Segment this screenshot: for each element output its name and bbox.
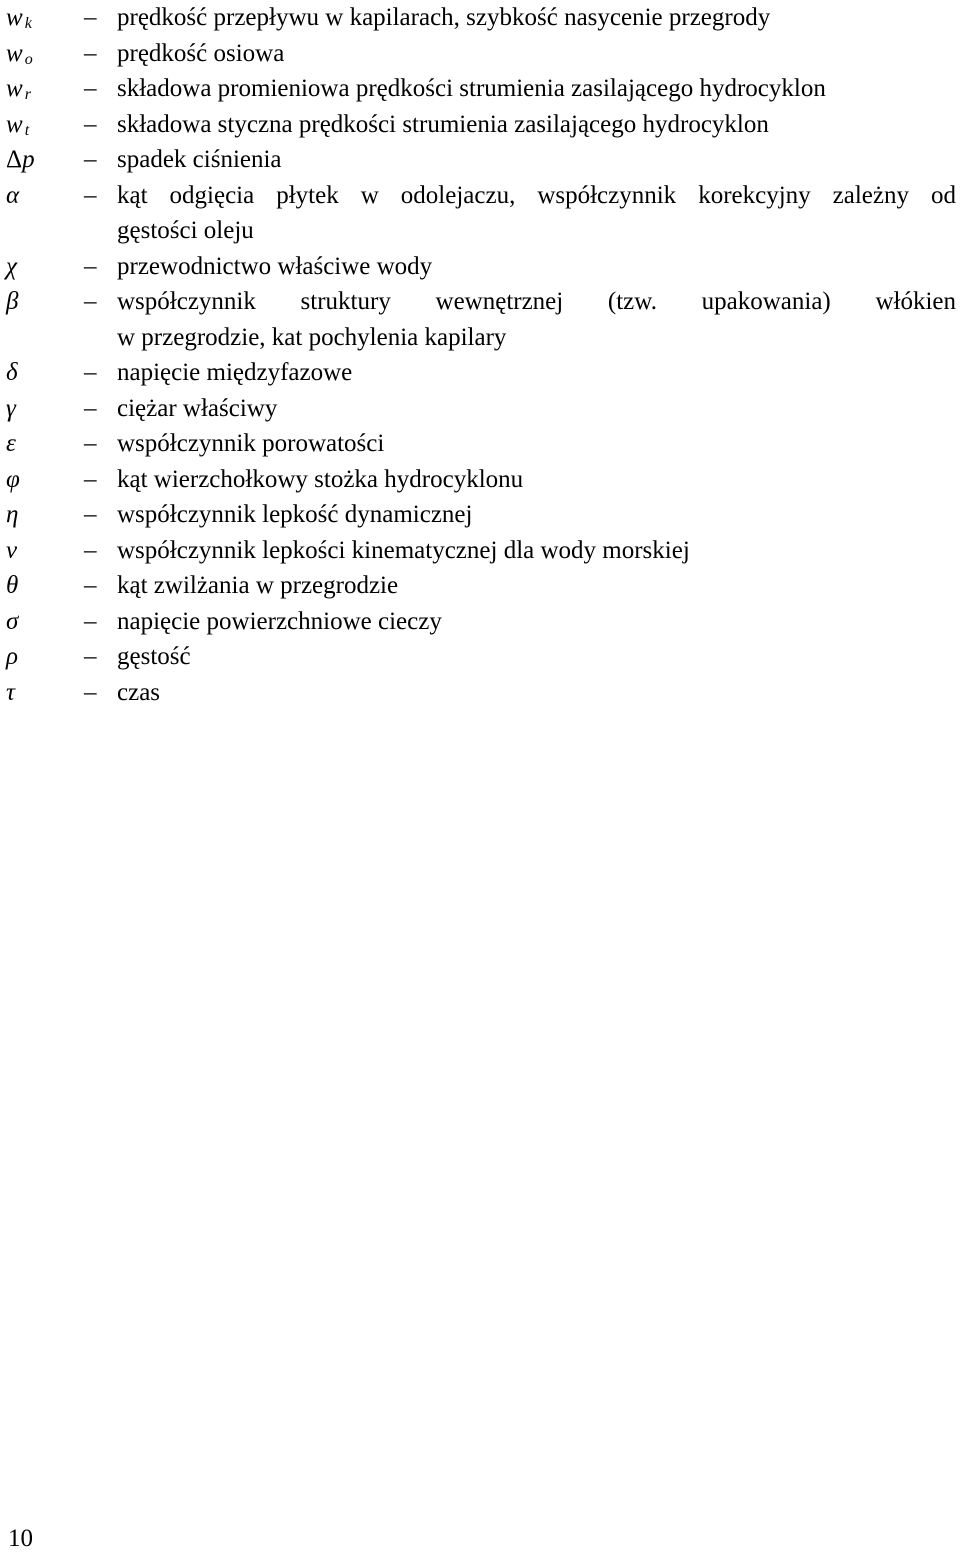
dash: – [84, 39, 97, 67]
symbol-rho: ρ [6, 643, 18, 670]
symbol-w-o: w $_o$ [6, 39, 33, 68]
dash: – [84, 607, 97, 635]
notation-row-delta-p [6, 142, 956, 178]
description-tau: czas [117, 678, 161, 706]
dash: – [84, 288, 97, 315]
dash: – [84, 4, 97, 31]
description-chi: przewodnictwo właściwe wody [117, 252, 433, 280]
symbol-delta-p: Δp [6, 146, 35, 173]
description-delta: napięcie międzyfazowe [117, 359, 353, 386]
description-theta: kąt zwilżania w przegrodzie [117, 572, 399, 599]
description-epsilon: współczynnik porowatości [117, 430, 385, 457]
dash: – [84, 252, 97, 280]
dash: – [84, 536, 97, 564]
description-beta [117, 284, 956, 355]
notation-row-w-o [6, 36, 956, 72]
dash: – [84, 146, 97, 173]
description-eta: współczynnik lepkość dynamicznej [117, 501, 473, 528]
notation-row-alpha [6, 178, 956, 249]
description-w-k: prędkość przepływu w kapilarach, szybkość nasycenie przegrody [117, 4, 771, 31]
notation-row-w-k [6, 0, 956, 36]
notation-row-phi [6, 462, 956, 498]
notation-row-w-t [6, 107, 956, 143]
dash: – [84, 430, 97, 457]
notation-row-tau [6, 675, 956, 711]
symbol-phi: φ [6, 465, 20, 493]
dash: – [84, 465, 97, 493]
description-alpha [117, 178, 956, 249]
description-rho: gęstość [117, 643, 191, 670]
notation-row-theta [6, 568, 956, 604]
symbol-eta: η [6, 501, 19, 528]
dash: – [84, 501, 97, 528]
description-alpha-line-2: gęstości oleju [117, 217, 254, 244]
dash: – [84, 394, 97, 422]
description-w-t: składowa styczna prędkości strumienia zasilającego hydrocyklon [117, 110, 769, 138]
dash: – [84, 359, 97, 386]
symbol-theta: θ [6, 572, 19, 599]
symbol-beta: β [6, 288, 19, 315]
notation-row-w-r [6, 71, 956, 107]
notation-row-chi [6, 249, 956, 285]
symbol-tau: τ [6, 678, 15, 706]
symbol-w-k: w $_k$ [6, 4, 32, 32]
symbol-gamma: γ [6, 394, 16, 422]
symbol-nu: ν [6, 536, 18, 564]
symbol-delta: δ [6, 359, 18, 386]
dash: – [84, 110, 97, 138]
notation-row-rho [6, 639, 956, 675]
dash: – [84, 678, 97, 706]
dash: – [84, 572, 97, 599]
symbol-chi: χ [6, 252, 17, 280]
description-nu: współczynnik lepkości kinematycznej dla wody morskiej [117, 536, 690, 564]
description-sigma: napięcie powierzchniowe cieczy [117, 607, 442, 635]
description-phi: kąt wierzchołkowy stożka hydrocyklonu [117, 465, 524, 493]
page-number: 10 [8, 1525, 33, 1552]
description-w-o: prędkość osiowa [117, 39, 285, 67]
symbol-w-t: w $_t$ [6, 110, 30, 139]
description-alpha-line-1: kąt odgięcia płytek w odolejaczu, współczynnik korekcyjny zależny od [117, 181, 956, 209]
notation-row-sigma [6, 604, 956, 640]
description-gamma: ciężar właściwy [117, 394, 278, 422]
notation-row-delta [6, 355, 956, 391]
symbol-epsilon: ε [6, 430, 16, 457]
symbol-w-r: w $_r$ [6, 75, 31, 103]
description-w-r: składowa promieniowa prędkości strumienia zasilającego hydrocyklon [117, 75, 826, 102]
description-beta-line-2: w przegrodzie, kat pochylenia kapilary [117, 323, 507, 351]
dash: – [84, 75, 97, 102]
dash: – [84, 643, 97, 670]
notation-row-beta [6, 284, 956, 355]
notation-row-epsilon [6, 426, 956, 462]
notation-row-nu [6, 533, 956, 569]
symbol-alpha: α [6, 181, 20, 209]
notation-row-eta [6, 497, 956, 533]
notation-row-gamma [6, 391, 956, 427]
notation-list [6, 0, 956, 710]
dash: – [84, 181, 97, 209]
symbol-sigma: σ [6, 607, 19, 635]
description-delta-p: spadek ciśnienia [117, 146, 282, 173]
description-beta-line-1: współczynnik struktury wewnętrznej (tzw. upakowania) włókien [117, 288, 956, 315]
